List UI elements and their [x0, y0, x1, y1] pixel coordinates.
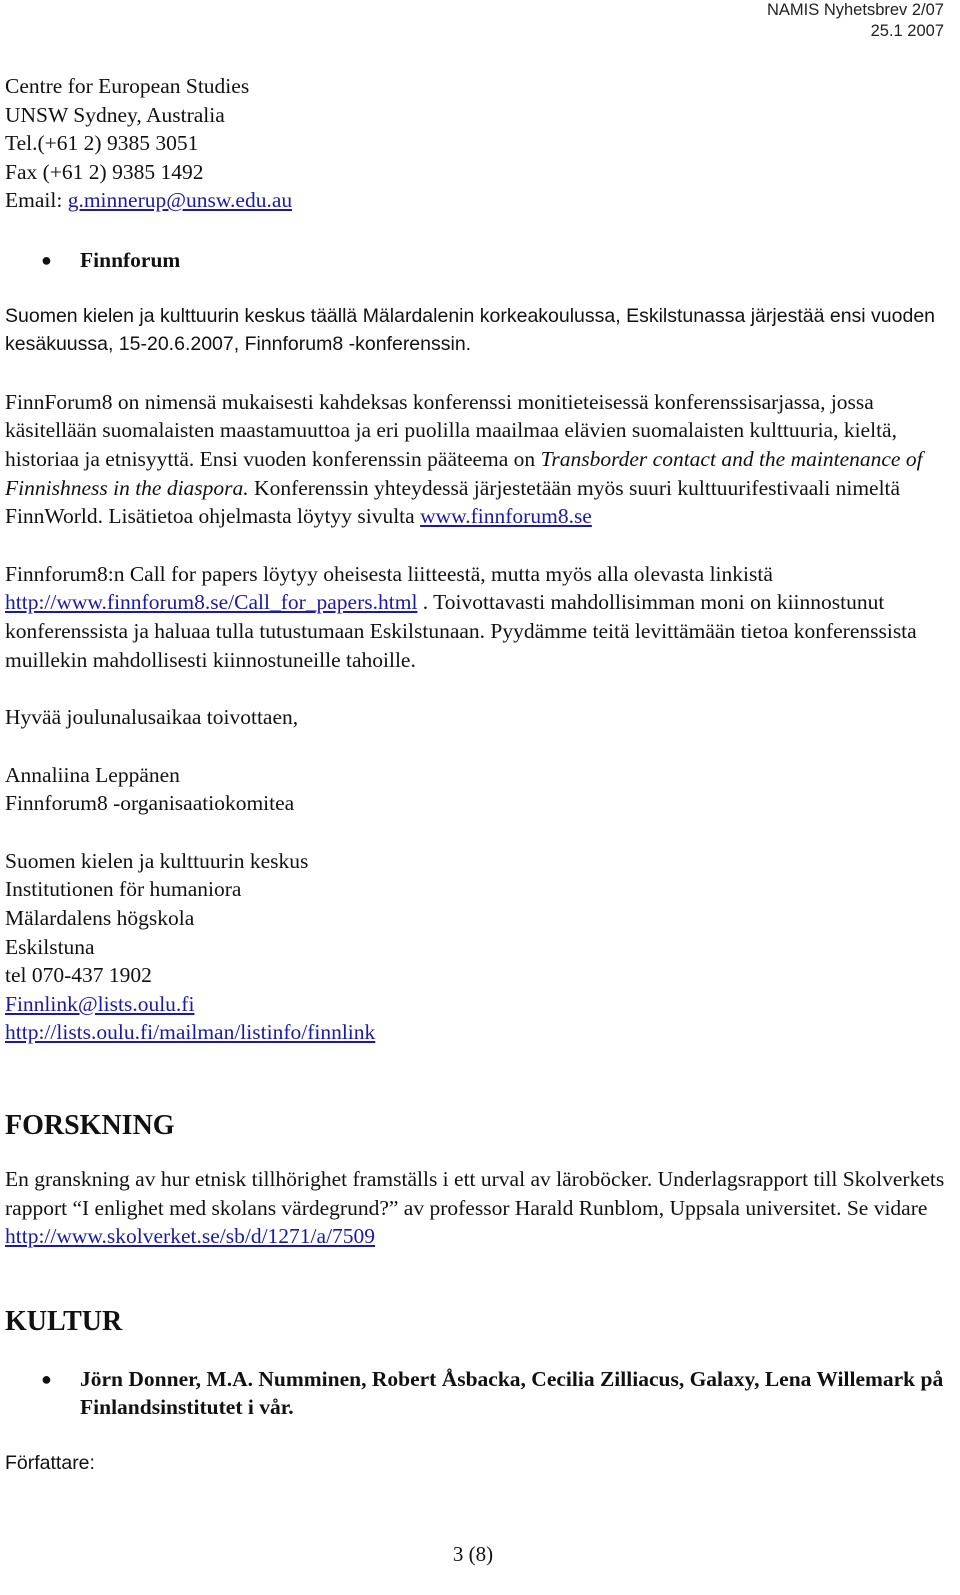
address-line: Mälardalens högskola — [5, 906, 195, 931]
kultur-event-text: Jörn Donner, M.A. Numminen, Robert Åsbacka, Cecilia Zilliacus, Galaxy, Lena Willemark på Finlandsinstitutet i vår. — [80, 1366, 944, 1420]
finnforum-intro: Suomen kielen ja kulttuurin keskus täällä Mälardalenin korkeakoulussa, Eskilstunassa järjestää ensi vuoden kesäkuussa, 15-20.6.2007, Finnforum8 -konferenssin. — [5, 304, 936, 356]
signature-org: Finnforum8 -organisaatiokomitea — [5, 791, 295, 816]
contact-email-line — [5, 186, 955, 215]
call-for-papers-text: Finnforum8:n Call for papers löytyy oheisesta liitteestä, mutta myös alla olevasta linkistä — [5, 561, 773, 586]
forskning-text: En granskning av hur etnisk tillhörighet framställs i ett urval av läroböcker. Underlagsrapport till Skolverkets rapport “I enlighet med skolans värdegrund?” av professor Harald Runblom, Uppsala universitet. Se vidare — [5, 1167, 945, 1220]
skolverket-link[interactable]: http://www.skolverket.se/sb/d/1271/a/7509 — [5, 1224, 376, 1249]
address-line: Institutionen för humaniora — [5, 877, 242, 902]
newsletter-title: NAMIS Nyhetsbrev 2/07 — [767, 1, 944, 19]
finnlink-email-link[interactable]: Finnlink@lists.oulu.fi — [5, 991, 195, 1016]
contact-email-link[interactable]: g.minnerup@unsw.edu.au — [67, 188, 293, 213]
conference-theme: Transborder contact and the maintenance of Finnishness in the diaspora. — [5, 446, 923, 500]
newsletter-date: 25.1 2007 — [870, 22, 944, 40]
contact-line: Fax (+61 2) 9385 1492 — [5, 159, 204, 184]
greeting: Hyvää joulunalusaikaa toivottaen, — [5, 705, 299, 730]
call-for-papers-link[interactable]: http://www.finnforum8.se/Call_for_papers.html — [5, 590, 418, 615]
finnforum-description — [5, 388, 955, 531]
finnforum-heading-row — [5, 246, 955, 275]
document-body — [5, 72, 955, 1478]
finnlink-list-link[interactable]: http://lists.oulu.fi/mailman/listinfo/finnlink — [5, 1020, 376, 1045]
contact-line: Centre for European Studies — [5, 74, 250, 98]
forskning-paragraph — [5, 1165, 955, 1251]
kultur-bullet-row — [5, 1365, 955, 1422]
signature-name: Annaliina Leppänen — [5, 762, 180, 787]
bullet-icon: ● — [41, 249, 52, 270]
bullet-icon: ● — [41, 1368, 52, 1389]
address-phone: tel 070-437 1902 — [5, 963, 152, 988]
page-header — [767, 0, 944, 42]
call-for-papers-text-2: . Toivottavasti mahdollisimman moni on kiinnostunut konferenssista ja haluaa tulla tutustumaan Eskilstunaan. Pyydämme teitä levittämään tietoa konferenssista muillekin mahdollisesti kiinnostuneille tahoille. — [5, 590, 917, 672]
forfattare-label: Författare: — [5, 1452, 95, 1474]
finnforum-description-text-2: Konferenssin yhteydessä järjestetään myös suuri kulttuurifestivaali nimeltä FinnWorld. Lisätietoa ohjelmasta löytyy sivulta — [5, 475, 901, 529]
address-line: Eskilstuna — [5, 934, 95, 959]
finnforum-heading: Finnforum — [80, 247, 181, 272]
section-title-forskning: FORSKNING — [5, 1110, 175, 1142]
finnforum-description-text: FinnForum8 on nimensä mukaisesti kahdeksas konferenssi monitieteisessä konferenssisarjassa, jossa käsitellään suomalaisten maastamuuttoa ja eri puolilla maailmaa elävien suomalaisten kulttuuria, kieltä, historiaa ja etnisyyttä. Ensi vuoden konferenssin pääteema on — [5, 389, 897, 471]
section-title-kultur: KULTUR — [5, 1305, 123, 1337]
contact-line: UNSW Sydney, Australia — [5, 102, 225, 127]
contact-line: Tel.(+61 2) 9385 3051 — [5, 131, 199, 156]
page-number: 3 (8) — [452, 1542, 494, 1566]
finnforum-website-link[interactable]: www.finnforum8.se — [420, 504, 592, 529]
email-label: Email: — [5, 188, 68, 213]
address-line: Suomen kielen ja kulttuurin keskus — [5, 848, 309, 873]
call-for-papers-paragraph — [5, 560, 955, 674]
